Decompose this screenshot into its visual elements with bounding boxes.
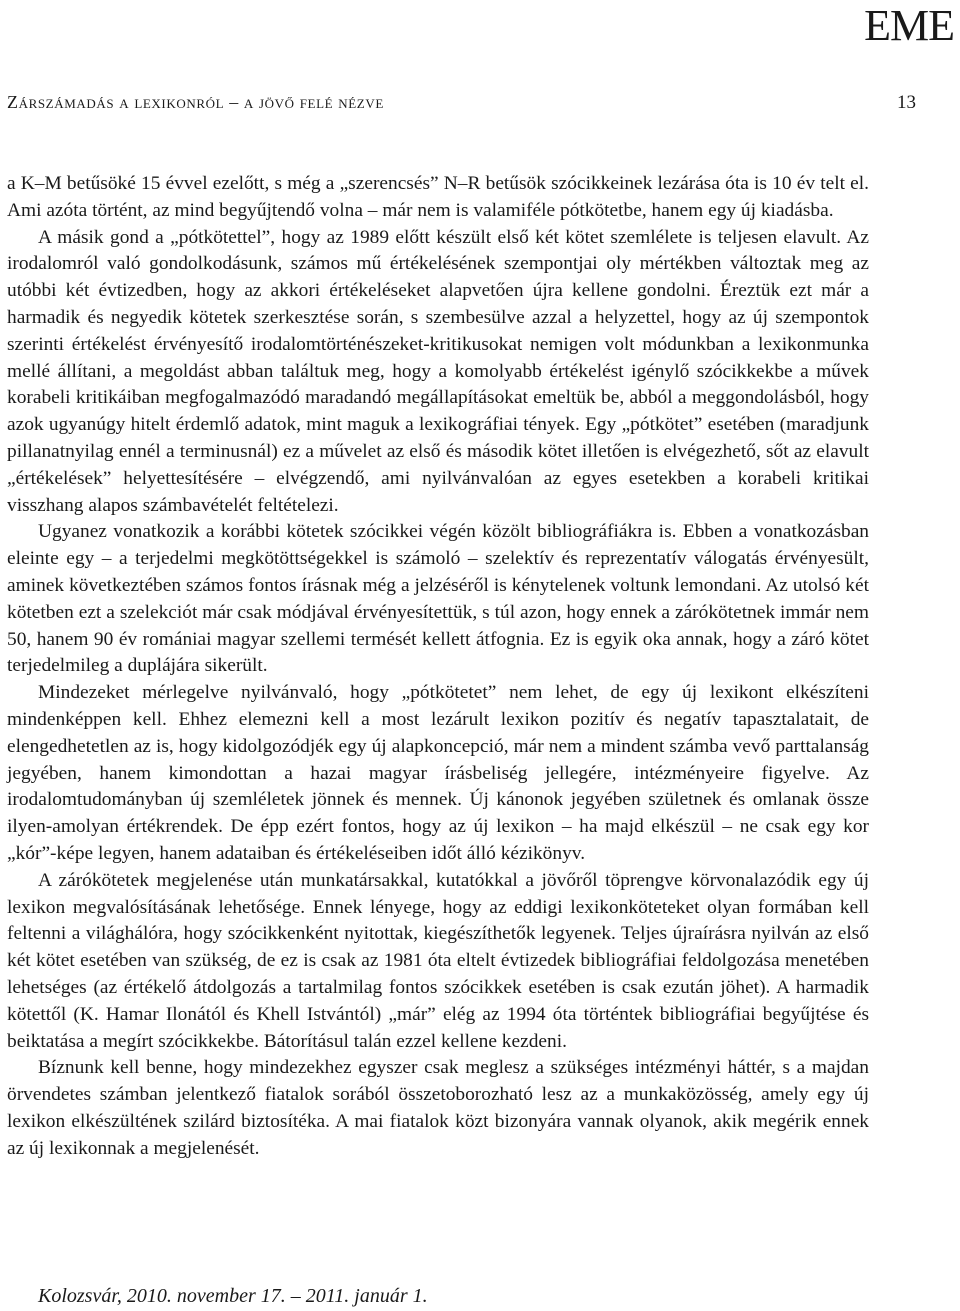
paragraph: Bíznunk kell benne, hogy mindezekhez egyszer csak meglesz a szükséges intézményi háttér, s a majdan örvendetes számban jelentkező fiatalok sorából összetoborozható lesz az a munkaközösség, amely egy új lexikon elkészültének szilárd biztosítéka. A mai fiatalok közt bizonyára vannak olyanok, akik megérik ennek az új lexikonnak a megjelenését. <box>7 1057 869 1159</box>
paragraph: Mindezeket mérlegelve nyilvánvaló, hogy „pótkötetet” nem lehet, de egy új lexikont elkészíteni mindenképpen kell. Ehhez elemezni kell a most lezárult lexikon pozitív és negatív tapasztalatait, de elengedhetetlen az is, hogy kidolgozódjék egy új alapkoncepció, már nem a mindent számba vevő parttalanság jegyében, hanem kimondottan a hazai magyar írásbeliség jellegére, intézményeire figyelve. Az irodalomtudományban új szemléletek jönnek és mennek. Új kánonok jegyében születnek és omlanak össze ilyen-amolyan értékrendek. De épp ezért fontos, hogy az új lexikon – ha majd elkészül – ne csak egy kor „kór”-képe legyen, hanem adataiban és értékeléseiben időt álló kézikönyv. <box>7 682 869 864</box>
running-header <box>7 92 916 120</box>
page-number: 13 <box>897 92 916 113</box>
publisher-logo: EME <box>864 1 954 50</box>
paragraph: A másik gond a „pótkötettel”, hogy az 1989 előtt készült első két kötet szemlélete is teljesen elavult. Az irodalomról való gondolkodásunk, számos mű értékelésének szempontjai oly mértékben változtak meg az utóbbi két évtizedben, hogy az akkori értékeléseket alapvetően újra kellene gondolni. Éreztük ezt már a harmadik és negyedik kötetek szerkesztése során, s szembesülve azzal a helyzettel, hogy az új szempontok szerinti értékelést érvényesítő irodalomtörténészeket-kritikusokat nemigen volt módunkban a lexikonmunka mellé állítani, a megoldást abban találtuk meg, hogy a komolyabb értékelést igénylő szócikkekbe a művek korabeli kritikáiban megfogalmazódó maradandó megállapításokat emeltük be, abból a meggondolásból, hogy azok ugyanúgy hitelt érdemlő adatok, mint maguk a lexikográfiai tények. Egy „pótkötet” esetében (maradjunk pillanatnyilag ennél a terminusnál) ez a művelet az első és második kötet illetően is elvégezhető, sőt az elavult „értékelések” helyettesítésére – elvégzendő, ami nyilvánvalóan az egyes esetekben a korabeli kritikai visszhang alapos számbavételét feltételezi. <box>7 226 869 516</box>
section-title: Zárszámadás a lexikonról – a jövő felé nézve <box>7 92 384 112</box>
body-text <box>7 171 869 1162</box>
paragraph: a K–M betűsöké 15 évvel ezelőtt, s még a „szerencsés” N–R betűsök szócikkeinek lezárása óta is 10 év telt el. Ami azóta történt, az mind begyűjtendő volna – már nem is valamiféle pótkötetbe, hanem egy új kiadásba. <box>7 173 869 221</box>
paragraph: Ugyanez vonatkozik a korábbi kötetek szócikkei végén közölt bibliográfiákra is. Ebben a vonatkozásban eleinte egy – a terjedelmi megkötöttségekkel is számoló – szelektív és reprezentatív válogatás érvényesült, aminek következtében számos fontos írásnak még a jelzéséről is kénytelenek voltunk lemondani. Az utolsó két kötetben ezt a szelekciót már csak módjával érvényesítettük, s túl azon, hogy ennek a zárókötetnek immár nem 50, hanem 90 év romániai magyar szellemi termését kellett átfognia. Ez is egyik oka annak, hogy a záró kötet terjedelmileg a duplájára sikerült. <box>7 521 869 677</box>
paragraph: A zárókötetek megjelenése után munkatársakkal, kutatókkal a jövőről töprengve körvonalazódik egy új lexikon megvalósításának lehetősége. Ennek lényege, hogy az eddigi lexikonköteteket olyan formában kell feltenni a világhálóra, hogy szócikkenként nyitottak, kiegészíthetők legyenek. Teljes újraírásra nyilván az első két kötet esetében van szükség, de ez is csak az 1981 óta eltelt évtizedek bibliográfiai feldolgozása menetében lehetséges (az értékelő átdolgozás a tartalmilag fontos szócikkek esetében is csak ezután jöhet). A harmadik kötettől (K. Hamar Ilonától és Khell Istvántól) „már” elég az 1994 óta történtek bibliográfiai begyűjtése és beiktatása a megírt szócikkekbe. Bátorításul talán ezzel kellene kezdeni. <box>7 869 869 1052</box>
place-and-date-signoff: Kolozsvár, 2010. november 17. – 2011. január 1. <box>38 1285 428 1307</box>
